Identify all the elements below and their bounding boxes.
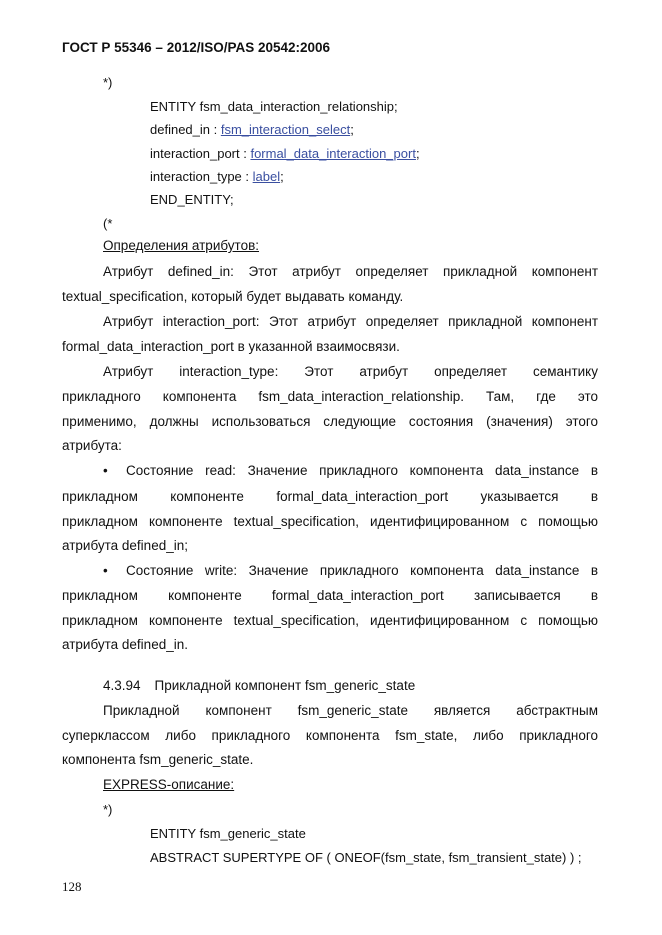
paragraph-line: применимо, должны использоваться следующие состояния (значения) этого bbox=[62, 414, 598, 429]
code-open-marker: *) bbox=[103, 802, 113, 817]
bullet-line: прикладном компоненте textual_specification, идентифицированном с помощью bbox=[62, 514, 598, 529]
bullet-line: прикладном компоненте textual_specification, идентифицированном с помощью bbox=[62, 613, 598, 628]
paragraph-line: прикладного компонента fsm_data_interaction_relationship. Там, где это bbox=[62, 389, 598, 404]
attr-name: interaction_type : bbox=[150, 169, 253, 184]
code-close-marker: (* bbox=[103, 216, 113, 231]
section-heading bbox=[103, 678, 415, 693]
code-open-marker: *) bbox=[103, 75, 113, 90]
paragraph-line: компонента fsm_generic_state. bbox=[62, 752, 254, 767]
semicolon: ; bbox=[350, 122, 354, 137]
paragraph-line: Атрибут interaction_type: Этот атрибут определяет семантику bbox=[103, 364, 598, 379]
paragraph-line: formal_data_interaction_port в указанной взаимосвязи. bbox=[62, 339, 400, 354]
bullet-icon: • bbox=[103, 463, 108, 478]
paragraph-line: Атрибут interaction_port: Этот атрибут определяет прикладной компонент bbox=[103, 314, 598, 329]
attributes-heading: Определения атрибутов: bbox=[103, 238, 260, 253]
bullet-line: атрибута defined_in; bbox=[62, 538, 188, 553]
code-entity-line: ENTITY fsm_generic_state bbox=[150, 826, 306, 841]
paragraph-line: textual_specification, который будет выдавать команду. bbox=[62, 289, 404, 304]
paragraph-line: Прикладной компонент fsm_generic_state является абстрактным bbox=[103, 703, 598, 718]
bullet-line: прикладном компоненте formal_data_interaction_port записывается в bbox=[62, 588, 598, 603]
paragraph-line: атрибута: bbox=[62, 438, 122, 453]
type-link[interactable]: formal_data_interaction_port bbox=[250, 146, 416, 161]
bullet-line: Состояние write: Значение прикладного компонента data_instance в bbox=[126, 563, 598, 578]
attr-name: interaction_port : bbox=[150, 146, 251, 161]
section-title: Прикладной компонент fsm_generic_state bbox=[154, 678, 416, 693]
semicolon: ; bbox=[280, 169, 284, 184]
semicolon: ; bbox=[415, 146, 420, 161]
code-defined-in-line bbox=[150, 122, 354, 137]
type-link[interactable]: label bbox=[252, 169, 281, 184]
section-number: 4.3.94 bbox=[103, 678, 141, 693]
code-interaction-type-line bbox=[150, 169, 284, 184]
bullet-line: прикладном компоненте formal_data_interaction_port указывается в bbox=[62, 489, 598, 504]
code-entity-line: ENTITY fsm_data_interaction_relationship; bbox=[150, 99, 398, 114]
bullet-icon: • bbox=[103, 563, 108, 578]
type-link[interactable]: fsm_interaction_select bbox=[220, 122, 351, 137]
document-header: ГОСТ Р 55346 – 2012/ISO/PAS 20542:2006 bbox=[62, 40, 331, 55]
page-number: 128 bbox=[62, 879, 82, 894]
bullet-line: атрибута defined_in. bbox=[62, 637, 188, 652]
paragraph-line: суперклассом либо прикладного компонента fsm_state, либо прикладного bbox=[62, 728, 598, 743]
code-supertype-line: ABSTRACT SUPERTYPE OF ( ONEOF(fsm_state, fsm_transient_state) ) ; bbox=[150, 850, 582, 865]
paragraph-line: Атрибут defined_in: Этот атрибут определяет прикладной компонент bbox=[103, 264, 598, 279]
code-end-entity: END_ENTITY; bbox=[150, 192, 234, 207]
express-heading: EXPRESS-описание: bbox=[103, 777, 235, 792]
code-interaction-port-line bbox=[150, 146, 420, 161]
attr-name: defined_in : bbox=[150, 122, 221, 137]
bullet-line: Состояние read: Значение прикладного компонента data_instance в bbox=[126, 463, 598, 478]
